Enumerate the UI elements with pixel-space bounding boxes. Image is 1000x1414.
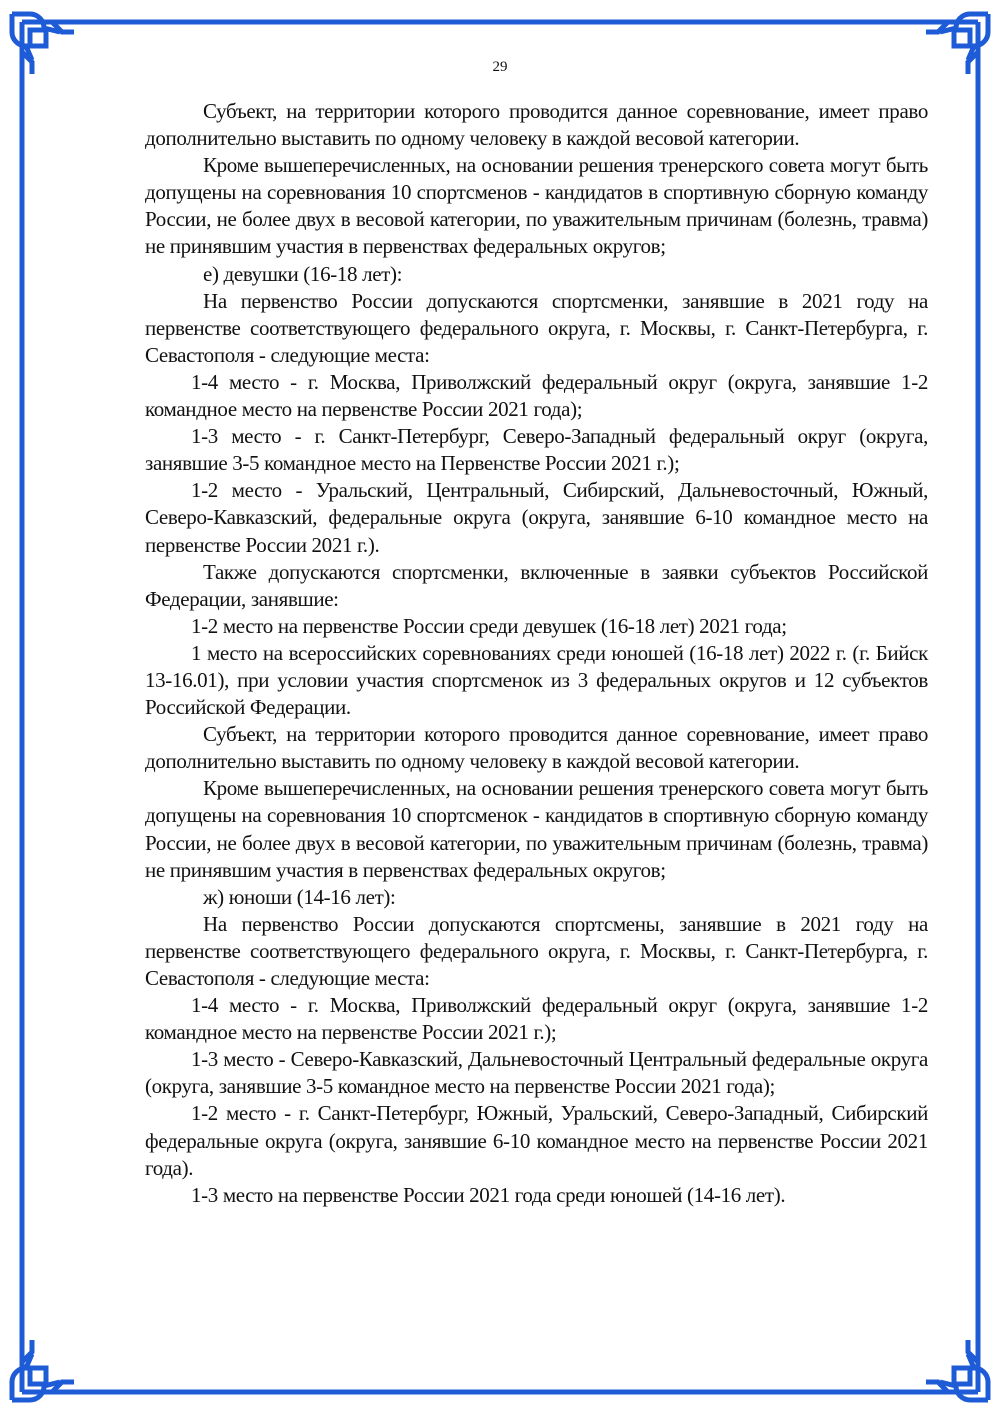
document-body <box>145 98 928 1209</box>
paragraph: Также допускаются спортсменки, включенные в заявки субъектов Российской Федерации, занявшие: <box>145 559 928 611</box>
list-item: 1-3 место - Северо-Кавказский, Дальневосточный Центральный федеральные округа (округа, занявшие 3-5 командное место на первенстве России 2021 года); <box>145 1047 928 1099</box>
list-item: 1-3 место на первенстве России 2021 года среди юношей (14-16 лет). <box>191 1182 786 1207</box>
section-heading-girls: е) девушки (16-18 лет): <box>203 261 403 286</box>
list-item: 1-4 место - г. Москва, Приволжский федеральный округ (округа, занявшие 1-2 командное место на первенстве России 2021 года); <box>145 369 928 422</box>
paragraph: Кроме вышеперечисленных, на основании решения тренерского совета могут быть допущены на соревнования 10 спортсменов - кандидатов в спортивную сборную команду России, не более двух в весовой категории, по уважительным причинам (болезнь, травма) не принявшим участия в первенствах федеральных округов; <box>145 153 928 259</box>
list-item: 1-3 место - г. Санкт-Петербург, Северо-Западный федеральный округ (округа, занявшие 3-5 командное место на Первенстве России 2021 г.); <box>145 424 928 476</box>
paragraph: На первенство России допускаются спортсменки, занявшие в 2021 году на первенстве соответствующего федерального округа, г. Москвы, г. Санкт-Петербурга, г. Севастополя - следующие места: <box>145 288 928 367</box>
list-item: 1-2 место - г. Санкт-Петербург, Южный, Уральский, Северо-Западный, Сибирский федеральные округа (округа, занявшие 6-10 командное место на первенстве России 2021 года). <box>145 1101 928 1180</box>
paragraph: Кроме вышеперечисленных, на основании решения тренерского совета могут быть допущены на соревнования 10 спортсменок - кандидатов в спортивную сборную команду России, не более двух в весовой категории, по уважительным причинам (болезнь, травма) не принявшим участия в первенствах федеральных округов; <box>145 776 928 882</box>
list-item: 1-2 место на первенстве России среди девушек (16-18 лет) 2021 года; <box>191 613 787 638</box>
paragraph: Субъект, на территории которого проводится данное соревнование, имеет право дополнительно выставить по одному человеку в каждой весовой категории. <box>145 99 928 151</box>
paragraph: Субъект, на территории которого проводится данное соревнование, имеет право дополнительно выставить по одному человеку в каждой весовой категории. <box>145 722 928 774</box>
paragraph: На первенство России допускаются спортсмены, занявшие в 2021 году на первенстве соответствующего федерального округа, г. Москвы, г. Санкт-Петербурга, г. Севастополя - следующие места: <box>145 911 928 990</box>
list-item: 1 место на всероссийских соревнованиях среди юношей (16-18 лет) 2022 г. (г. Бийск 13-16.01), при условии участия спортсменок из 3 федеральных округов и 12 субъектов Российской Федерации. <box>145 640 928 720</box>
section-heading-boys: ж) юноши (14-16 лет): <box>203 884 396 909</box>
list-item: 1-4 место - г. Москва, Приволжский федеральный округ (округа, занявшие 1-2 командное место на первенстве России 2021 г.); <box>145 993 928 1045</box>
page-number: 29 <box>492 59 508 75</box>
list-item: 1-2 место - Уральский, Центральный, Сибирский, Дальневосточный, Южный, Северо-Кавказский, федеральные округа (округа, занявшие 6-10 командное место на первенстве России 2021 г.). <box>145 478 928 557</box>
